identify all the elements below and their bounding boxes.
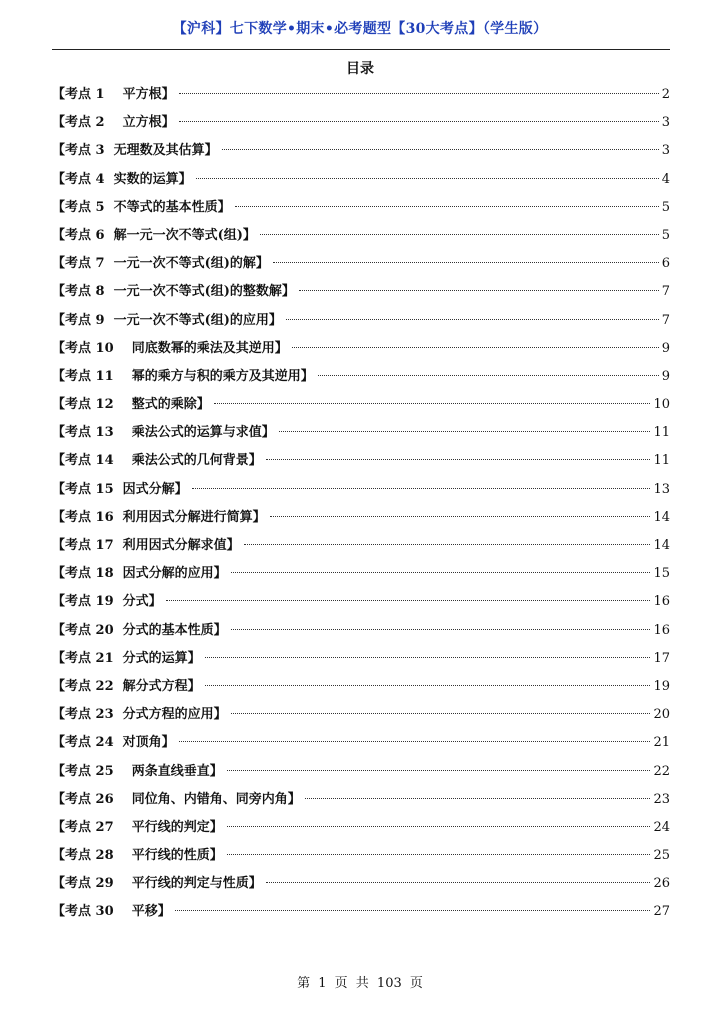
- toc-entry[interactable]: [52, 536, 670, 564]
- toc-entry-label: 【考点 22 解分式方程】: [52, 678, 201, 694]
- toc-entry-page-number: 16: [653, 622, 670, 638]
- dot-leader: [318, 375, 659, 376]
- toc-entry-label: 【考点 20 分式的基本性质】: [52, 622, 227, 638]
- dot-leader: [179, 741, 651, 742]
- toc-entry-page-number: 4: [661, 171, 670, 187]
- dot-leader: [266, 882, 651, 883]
- dot-leader: [175, 910, 651, 911]
- toc-entry-page-number: 14: [653, 509, 670, 525]
- toc-entry-page-number: 11: [653, 425, 670, 441]
- toc-entry-label: 【考点 19 分式】: [52, 594, 162, 610]
- dot-leader: [273, 262, 659, 263]
- toc-entry-page-number: 16: [653, 594, 670, 610]
- toc-entry-label: 【考点 25 两条直线垂直】: [52, 763, 223, 779]
- toc-entry-label: 【考点 27 平行线的判定】: [52, 819, 223, 835]
- toc-entry-label: 【考点 7 一元一次不等式(组)的解】: [52, 256, 269, 272]
- toc-entry[interactable]: [52, 282, 670, 310]
- dot-leader: [192, 488, 651, 489]
- document-header: 【沪科】七下数学•期末•必考题型【30大考点】（学生版）: [172, 21, 548, 37]
- toc-entry-page-number: 9: [661, 368, 670, 384]
- dot-leader: [235, 206, 659, 207]
- toc-entry-label: 【考点 8 一元一次不等式(组)的整数解】: [52, 284, 295, 300]
- toc-entry[interactable]: [52, 508, 670, 536]
- dot-leader: [286, 319, 659, 320]
- dot-leader: [260, 234, 659, 235]
- toc-entry-label: 【考点 30 平移】: [52, 904, 171, 920]
- toc-entry-page-number: 11: [653, 453, 670, 469]
- toc-entry-label: 【考点 9 一元一次不等式(组)的应用】: [52, 312, 282, 328]
- toc-entry-page-number: 13: [653, 481, 670, 497]
- dot-leader: [231, 572, 651, 573]
- toc-entry-label: 【考点 26 同位角、内错角、同旁内角】: [52, 791, 301, 807]
- toc-entry[interactable]: [52, 423, 670, 451]
- toc-entry-page-number: 5: [661, 199, 670, 215]
- toc-entry-label: 【考点 6 解一元一次不等式(组)】: [52, 227, 256, 243]
- dot-leader: [214, 403, 651, 404]
- toc-entry[interactable]: [52, 198, 670, 226]
- dot-leader: [179, 93, 659, 94]
- dot-leader: [179, 121, 659, 122]
- toc-entry[interactable]: [52, 311, 670, 339]
- dot-leader: [222, 149, 659, 150]
- toc-entry[interactable]: [52, 733, 670, 761]
- toc-entry[interactable]: [52, 141, 670, 169]
- toc-entry-label: 【考点 16 利用因式分解进行简算】: [52, 509, 266, 525]
- toc-entry[interactable]: [52, 339, 670, 367]
- toc-entry-page-number: 26: [653, 876, 670, 892]
- toc-entry[interactable]: [52, 790, 670, 818]
- toc-entry-label: 【考点 2 立方根】: [52, 115, 175, 131]
- toc-entry[interactable]: [52, 592, 670, 620]
- toc-entry-page-number: 14: [653, 538, 670, 553]
- toc-entry-page-number: 3: [661, 143, 670, 159]
- toc-entry-label: 【考点 11 幂的乘方与积的乘方及其逆用】: [52, 368, 314, 384]
- toc-entry[interactable]: [52, 705, 670, 733]
- toc-entry-page-number: 6: [661, 256, 670, 272]
- toc-entry[interactable]: [52, 818, 670, 846]
- toc-entry-page-number: 2: [661, 87, 670, 102]
- toc-entry-page-number: 23: [653, 791, 670, 807]
- toc-entry-label: 【考点 21 分式的运算】: [52, 650, 201, 666]
- toc-entry-label: 【考点 28 平行线的性质】: [52, 848, 223, 864]
- toc-entry[interactable]: [52, 677, 670, 705]
- toc-entry-page-number: 7: [661, 284, 670, 300]
- toc-entry[interactable]: [52, 254, 670, 282]
- toc-entry-page-number: 10: [653, 397, 670, 413]
- page-footer: 第 1 页 共 103 页: [297, 976, 423, 991]
- toc-entry-label: 【考点 12 整式的乘除】: [52, 397, 210, 413]
- toc-entry[interactable]: [52, 85, 670, 113]
- dot-leader: [227, 826, 651, 827]
- toc-entry-label: 【考点 23 分式方程的应用】: [52, 707, 227, 723]
- toc-entry-page-number: 15: [653, 566, 670, 582]
- toc-entry-label: 【考点 1 平方根】: [52, 87, 175, 102]
- toc-entry[interactable]: [52, 902, 670, 930]
- toc-entry[interactable]: [52, 395, 670, 423]
- dot-leader: [227, 770, 651, 771]
- toc-entry-page-number: 20: [653, 707, 670, 723]
- toc-entry-label: 【考点 13 乘法公式的运算与求值】: [52, 425, 275, 441]
- toc-entry[interactable]: [52, 170, 670, 198]
- toc-entry[interactable]: [52, 846, 670, 874]
- toc-entry[interactable]: [52, 649, 670, 677]
- toc-entry-label: 【考点 14 乘法公式的几何背景】: [52, 453, 262, 469]
- toc-entry-label: 【考点 4 实数的运算】: [52, 171, 192, 187]
- toc-entry[interactable]: [52, 480, 670, 508]
- toc-entry-label: 【考点 15 因式分解】: [52, 481, 188, 497]
- toc-entry[interactable]: [52, 367, 670, 395]
- toc-entry-page-number: 19: [653, 678, 670, 694]
- dot-leader: [305, 798, 651, 799]
- dot-leader: [270, 516, 651, 517]
- dot-leader: [231, 629, 651, 630]
- toc-entry-label: 【考点 3 无理数及其估算】: [52, 143, 218, 159]
- toc-entry-page-number: 27: [653, 904, 670, 920]
- toc-entry-page-number: 22: [653, 763, 670, 779]
- toc-entry-page-number: 24: [653, 819, 670, 835]
- toc-entry-page-number: 9: [661, 340, 670, 356]
- dot-leader: [166, 600, 651, 601]
- toc-entry[interactable]: [52, 621, 670, 649]
- toc-entry[interactable]: [52, 874, 670, 902]
- dot-leader: [299, 290, 659, 291]
- toc-entry-label: 【考点 10 同底数幂的乘法及其逆用】: [52, 340, 288, 356]
- dot-leader: [279, 431, 651, 432]
- dot-leader: [205, 657, 651, 658]
- toc-entry-label: 【考点 18 因式分解的应用】: [52, 566, 227, 582]
- dot-leader: [196, 178, 659, 179]
- dot-leader: [266, 459, 651, 460]
- dot-leader: [231, 713, 651, 714]
- toc-entry[interactable]: [52, 762, 670, 790]
- dot-leader: [292, 347, 659, 348]
- dot-leader: [205, 685, 651, 686]
- toc-entry-page-number: 7: [661, 312, 670, 328]
- header-divider: [52, 49, 670, 50]
- toc-entry-label: 【考点 17 利用因式分解求值】: [52, 538, 240, 553]
- toc-entry-page-number: 25: [653, 848, 670, 864]
- toc-entry[interactable]: [52, 451, 670, 479]
- toc-entry-label: 【考点 29 平行线的判定与性质】: [52, 876, 262, 892]
- toc-entry[interactable]: [52, 226, 670, 254]
- toc-entry[interactable]: [52, 564, 670, 592]
- toc-title: 目录: [346, 61, 374, 77]
- toc-entry[interactable]: [52, 113, 670, 141]
- toc-entry-page-number: 3: [661, 115, 670, 131]
- toc-entry-page-number: 17: [653, 650, 670, 666]
- toc-entry-page-number: 5: [661, 227, 670, 243]
- toc-entry-label: 【考点 5 不等式的基本性质】: [52, 199, 231, 215]
- toc-entry-label: 【考点 24 对顶角】: [52, 735, 175, 751]
- toc-entry-page-number: 21: [653, 735, 670, 751]
- dot-leader: [227, 854, 651, 855]
- dot-leader: [244, 544, 651, 545]
- table-of-contents: [52, 85, 670, 931]
